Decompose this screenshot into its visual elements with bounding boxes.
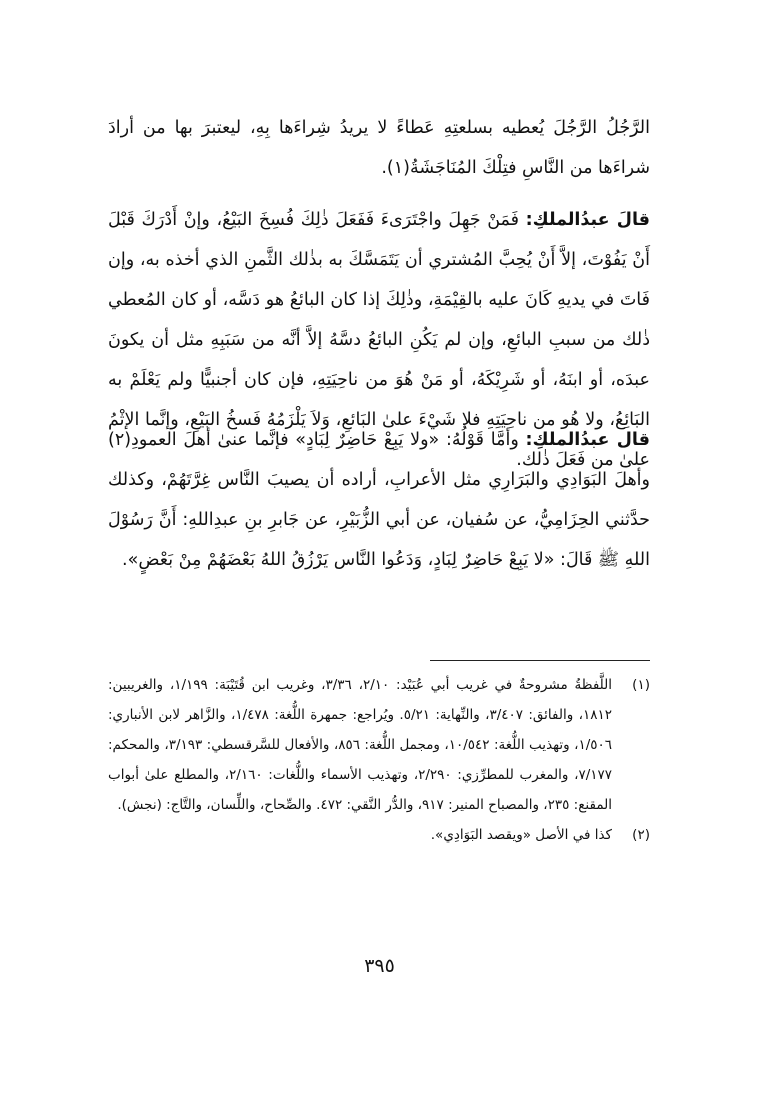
footnote-marker: (٢) xyxy=(632,827,650,843)
footnote-separator xyxy=(430,660,650,661)
footnotes xyxy=(108,670,650,850)
speaker-label: قال عبدُالملكِ: xyxy=(525,430,650,450)
speaker-label: قالَ عبدُالملكِ: xyxy=(525,210,650,230)
footnote-text: كذا في الأصل «ويقصد البَوَادِي». xyxy=(430,827,612,843)
paragraph-text: وأمَّا قَوْلُهُ: «ولا يَبِعْ حَاضِرٌ لِبَادٍ» فإنَّما عنىٰ أهلَ العمودِ(٢) وأهلَ البَوَادِي والبَرَارِي مثل الأعرابِ، أراده أن يصيبَ النَّاس غِرَّتَهُمْ، وكذلك حدَّثني الحِزَامِيُّ، عن سُفيان، عن أبي الزُّبَيْرِ، عن جَابرِ بنِ عبدِاللهِ: أَنَّ رَسُوْلَ اللهِ ﷺ قَالَ: «لا يَبِعْ حَاضِرٌ لِبَادٍ، وَدَعُوا النَّاس يَرْزُقُ اللهُ بَعْضَهُمْ مِنْ بَعْضٍ». xyxy=(108,430,650,570)
footnote-text: اللَّفظةُ مشروحةٌ في غريب أبي عُبَيْد: ٢/١٠، ٣/٣٦، وغريب ابن قُتَيْبَة: ١/١٩٩، والغريبين: ١٨١٢، والفائق: ٣/٤٠٧، والنِّهاية: ٥/٢١. ويُراجع: جمهرة اللُّغة: ١/٤٧٨، والزَّاهر لابن الأنباري: ١/٥٠٦، وتهذيب اللُّغة: ١٠/٥٤٢، ومجمل اللُّغة: ٨٥٦، والأفعال للسَّرقسطي: ٣/١٩٣، والمحكم: ٧/١٧٧، والمغرب للمطرِّزي: ٢/٢٩٠، وتهذيب الأسماء واللُّغات: ٢/١٦٠، والمطلع علىٰ أبواب المقنع: ٢٣٥، والمصباح المنير: ٩١٧، والدُّر النَّقي: ٤٧٢. والصِّحاح، واللِّسان، والتَّاج: (نجش). xyxy=(108,677,613,813)
body-paragraph-1: الرَّجُلُ الرَّجُلَ يُعطيه بسلعتِهِ عَطاءً لا يريدُ شِراءَها بِهِ، ليعتبرَ بها من أرادَ شراءَها من النَّاسِ فتِلْكَ المُنَاجَشَةُ(١). xyxy=(108,118,650,178)
footnote-1 xyxy=(108,670,650,820)
paragraph-text: فَمَنْ جَهِلَ واجْتَرَىءَ فَفَعَلَ ذٰلِكَ فُسِخَ البَيْعُ، وإنْ أَدْرَكَ قَبْلَ أَنْ يَفُوْتَ، إلاَّ أَنْ يُحِبَّ المُشتري أن يَتَمَسَّكَ به بذٰلك الثَّمنِ الذي أخذه به، وإن فَاتَ في يديهِ كَانَ عليه بالقِيْمَةِ، وذٰلِكَ إذا كان البائعُ هو دَسَّه، أو كان المُعطي ذٰلك من سببِ البائعِ، وإن لم يَكُنِ البائعُ دسَّهُ إلاَّ أنَّه من سَبَبِهِ مثل أن يكونَ عبدَه، أو ابنَهُ، أو شَرِيْكَهُ، أو مَنْ هُوَ من ناحِيَتِهِ، فإن كان أجنبيًّا ولم يَعْلَمْ به البَائِعُ، ولا هُو من ناحِيَتِهِ فلا شَيْءَ علىٰ البَائعِ، وَلاَ يَلْزَمُهُ فَسخُ البَيْعِ، وإنَّما الإثْمُ علىٰ من فَعَلَ ذٰلك. xyxy=(108,210,650,470)
footnote-2 xyxy=(108,820,650,850)
body-paragraph-3 xyxy=(108,420,650,580)
footnote-marker: (١) xyxy=(632,677,650,693)
page-number: ٣٩٥ xyxy=(364,955,395,977)
